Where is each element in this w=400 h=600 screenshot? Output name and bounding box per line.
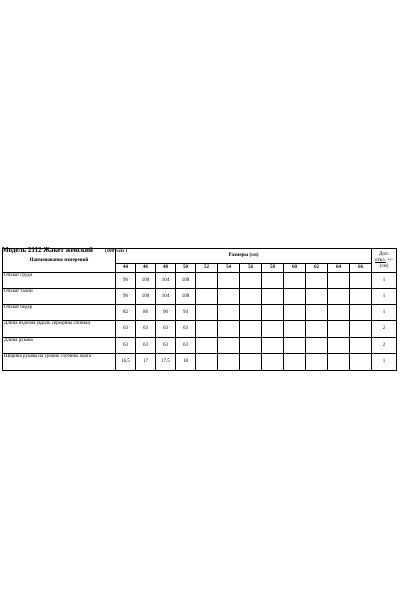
value-cell: [218, 305, 240, 321]
value-cell: [306, 289, 328, 305]
table-row: [3, 354, 397, 371]
value-cell: [350, 305, 372, 321]
value-cell: 96: [116, 273, 136, 289]
table-row: [3, 321, 397, 338]
value-cell: [328, 321, 350, 338]
value-cell: [262, 289, 284, 305]
value-cell: [328, 305, 350, 321]
size-cell: 44: [116, 264, 136, 273]
size-cell: 60: [284, 264, 306, 273]
value-cell: 90: [156, 305, 176, 321]
value-cell: [240, 338, 262, 354]
tolerance-cell: 2: [372, 338, 397, 354]
tolerance-cell: 1: [372, 289, 397, 305]
value-cell: [218, 354, 240, 371]
size-cell: 66: [350, 264, 372, 273]
value-cell: 63: [116, 321, 136, 338]
value-cell: [328, 354, 350, 371]
measurement-name: Обхват бедер: [3, 305, 116, 321]
tolerance-cell: 1: [372, 305, 397, 321]
value-cell: [240, 273, 262, 289]
tolerance-header-line3: +/-: [387, 257, 393, 263]
size-cell: 64: [328, 264, 350, 273]
value-cell: 63: [156, 338, 176, 354]
value-cell: 63: [156, 321, 176, 338]
table-row: [3, 305, 397, 321]
measurement-name: Обхват талии: [3, 289, 116, 305]
tolerance-header-line1: Доп.: [379, 251, 389, 257]
value-cell: [196, 321, 218, 338]
value-cell: 104: [156, 289, 176, 305]
size-cell: 54: [218, 264, 240, 273]
measurement-name: Обхват груди: [3, 273, 116, 289]
value-cell: 82: [116, 305, 136, 321]
value-cell: 94: [176, 305, 196, 321]
value-cell: [328, 289, 350, 305]
value-cell: [240, 305, 262, 321]
value-cell: 104: [156, 273, 176, 289]
value-cell: 18: [176, 354, 196, 371]
value-cell: [218, 289, 240, 305]
table-row: [3, 273, 397, 289]
value-cell: [328, 273, 350, 289]
value-cell: 100: [136, 289, 156, 305]
value-cell: [284, 305, 306, 321]
measurement-name-header: Наименование измерений: [3, 249, 116, 273]
value-cell: [218, 338, 240, 354]
value-cell: [350, 354, 372, 371]
measurement-name: Длина изделия (вдоль середины спинки): [3, 321, 116, 338]
model-title: Модель 2112 Жакет женский: [2, 246, 93, 254]
value-cell: [306, 321, 328, 338]
value-cell: [306, 354, 328, 371]
value-cell: 63: [176, 338, 196, 354]
value-cell: 96: [116, 289, 136, 305]
value-cell: [328, 338, 350, 354]
tolerance-header-line2: откл.: [375, 257, 386, 263]
value-cell: 17: [136, 354, 156, 371]
value-cell: [240, 289, 262, 305]
value-cell: [196, 273, 218, 289]
tolerance-cell: 2: [372, 321, 397, 338]
value-cell: [196, 354, 218, 371]
value-cell: [350, 289, 372, 305]
value-cell: 108: [176, 289, 196, 305]
measurement-name: Длина рукава: [3, 338, 116, 354]
table-row: [3, 338, 397, 354]
tolerance-cell: 1: [372, 273, 397, 289]
size-cell: 52: [196, 264, 218, 273]
size-cell: 50: [176, 264, 196, 273]
value-cell: [306, 338, 328, 354]
value-cell: 100: [136, 273, 156, 289]
value-cell: [284, 321, 306, 338]
value-cell: [218, 273, 240, 289]
value-cell: 63: [176, 321, 196, 338]
value-cell: [262, 273, 284, 289]
value-cell: 108: [176, 273, 196, 289]
tolerance-header-line4: (см): [379, 263, 389, 269]
value-cell: [350, 338, 372, 354]
value-cell: [196, 338, 218, 354]
value-cell: [262, 305, 284, 321]
sizes-header: Размеры (см): [116, 249, 372, 264]
value-cell: 63: [136, 321, 156, 338]
value-cell: [284, 354, 306, 371]
size-cell: 46: [136, 264, 156, 273]
value-cell: [350, 321, 372, 338]
value-cell: 63: [116, 338, 136, 354]
value-cell: [284, 338, 306, 354]
value-cell: [284, 273, 306, 289]
value-cell: [240, 321, 262, 338]
tolerance-cell: 1: [372, 354, 397, 371]
fabric-note: (100%пэ ): [104, 249, 128, 254]
measurement-name: Ширина рукава на уровне глубины оката: [3, 354, 116, 371]
value-cell: [196, 289, 218, 305]
table-row: [3, 289, 397, 305]
value-cell: 86: [136, 305, 156, 321]
value-cell: [240, 354, 262, 371]
value-cell: [196, 305, 218, 321]
value-cell: [306, 273, 328, 289]
value-cell: 17,5: [156, 354, 176, 371]
tolerance-header: [372, 249, 397, 273]
measurement-table: [2, 248, 397, 371]
size-cell: 56: [240, 264, 262, 273]
table-header-row: [3, 249, 397, 264]
value-cell: [350, 273, 372, 289]
value-cell: [262, 338, 284, 354]
size-cell: 58: [262, 264, 284, 273]
size-cell: 62: [306, 264, 328, 273]
value-cell: [284, 289, 306, 305]
value-cell: [262, 321, 284, 338]
value-cell: [306, 305, 328, 321]
size-cell: 48: [156, 264, 176, 273]
value-cell: [262, 354, 284, 371]
value-cell: 63: [136, 338, 156, 354]
value-cell: [218, 321, 240, 338]
value-cell: 16,5: [116, 354, 136, 371]
